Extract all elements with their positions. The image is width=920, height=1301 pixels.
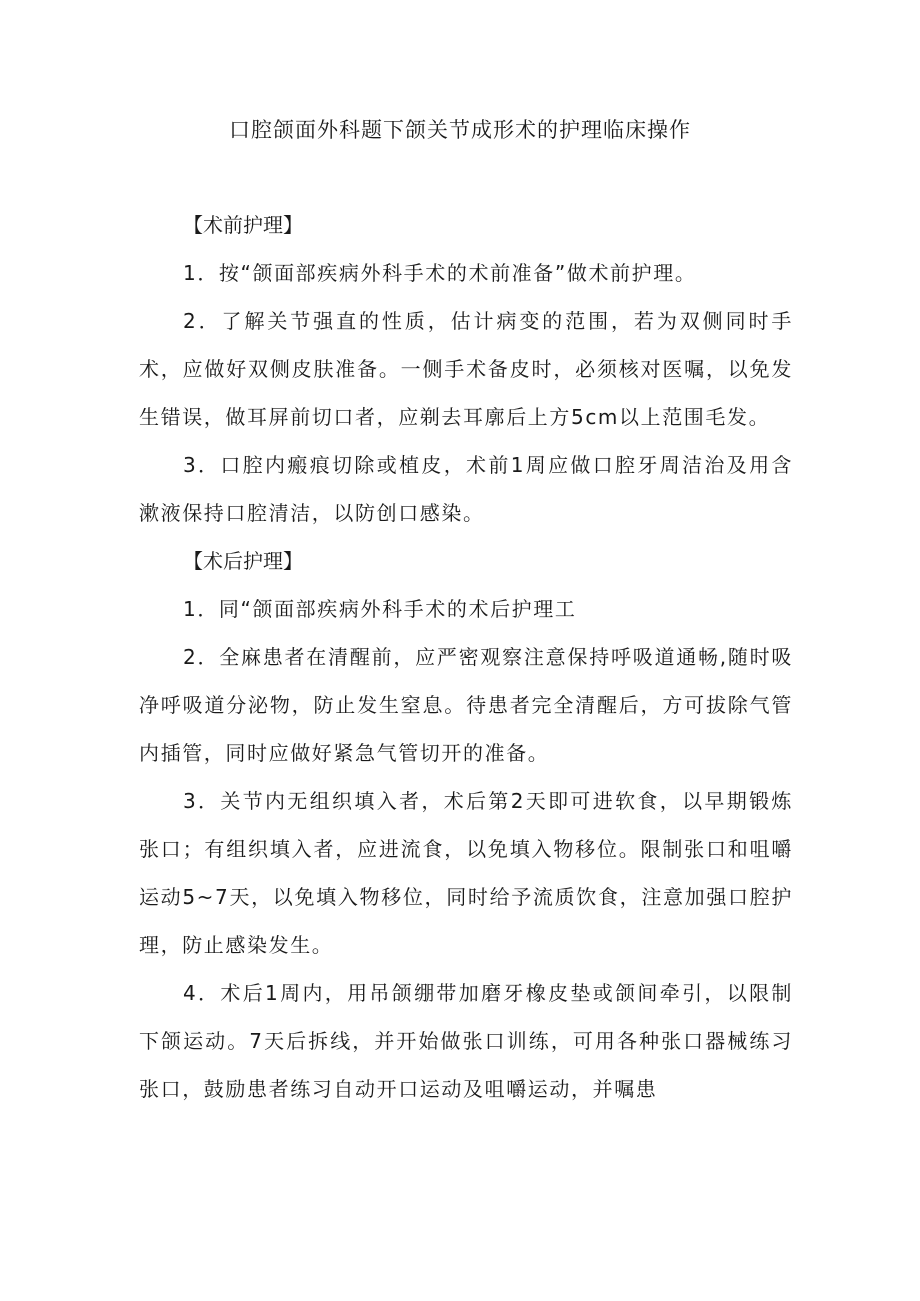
paragraph: 3．口腔内瘢痕切除或植皮，术前1周应做口腔牙周洁治及用含漱液保持口腔清洁，以防创口感染。 [139, 453, 793, 525]
section-heading: 【术后护理】 [183, 549, 303, 573]
document-title: 口腔颌面外科题下颌关节成形术的护理临床操作 [229, 118, 691, 142]
section-heading: 【术前护理】 [183, 213, 303, 237]
paragraph: 4．术后1周内，用吊颌绷带加磨牙橡皮垫或颌间牵引，以限制下颌运动。7天后拆线，并开始做张口训练，可用各种张口器械练习张口，鼓励患者练习自动开口运动及咀嚼运动，并嘱患 [139, 981, 793, 1101]
paragraph: 2．全麻患者在清醒前，应严密观察注意保持呼吸道通畅,随时吸净呼吸道分泌物，防止发生窒息。待患者完全清醒后，方可拔除气管内插管，同时应做好紧急气管切开的准备。 [139, 645, 793, 765]
document-body [139, 201, 793, 1113]
section-postoperative [139, 537, 793, 1113]
section-preoperative [139, 201, 793, 537]
paragraph: 2．了解关节强直的性质，估计病变的范围，若为双侧同时手术，应做好双侧皮肤准备。一侧手术备皮时，必须核对医嘱，以免发生错误，做耳屏前切口者，应剃去耳廓后上方5cm以上范围毛发。 [139, 309, 793, 429]
paragraph: 3．关节内无组织填入者，术后第2天即可进软食，以早期锻炼张口；有组织填入者，应进流食，以免填入物移位。限制张口和咀嚼运动5~7天，以免填入物移位，同时给予流质饮食，注意加强口腔护理，防止感染发生。 [139, 789, 793, 957]
paragraph: 1．同“颌面部疾病外科手术的术后护理工 [183, 597, 577, 621]
paragraph: 1．按“颌面部疾病外科手术的术前准备”做术前护理。 [183, 261, 697, 285]
